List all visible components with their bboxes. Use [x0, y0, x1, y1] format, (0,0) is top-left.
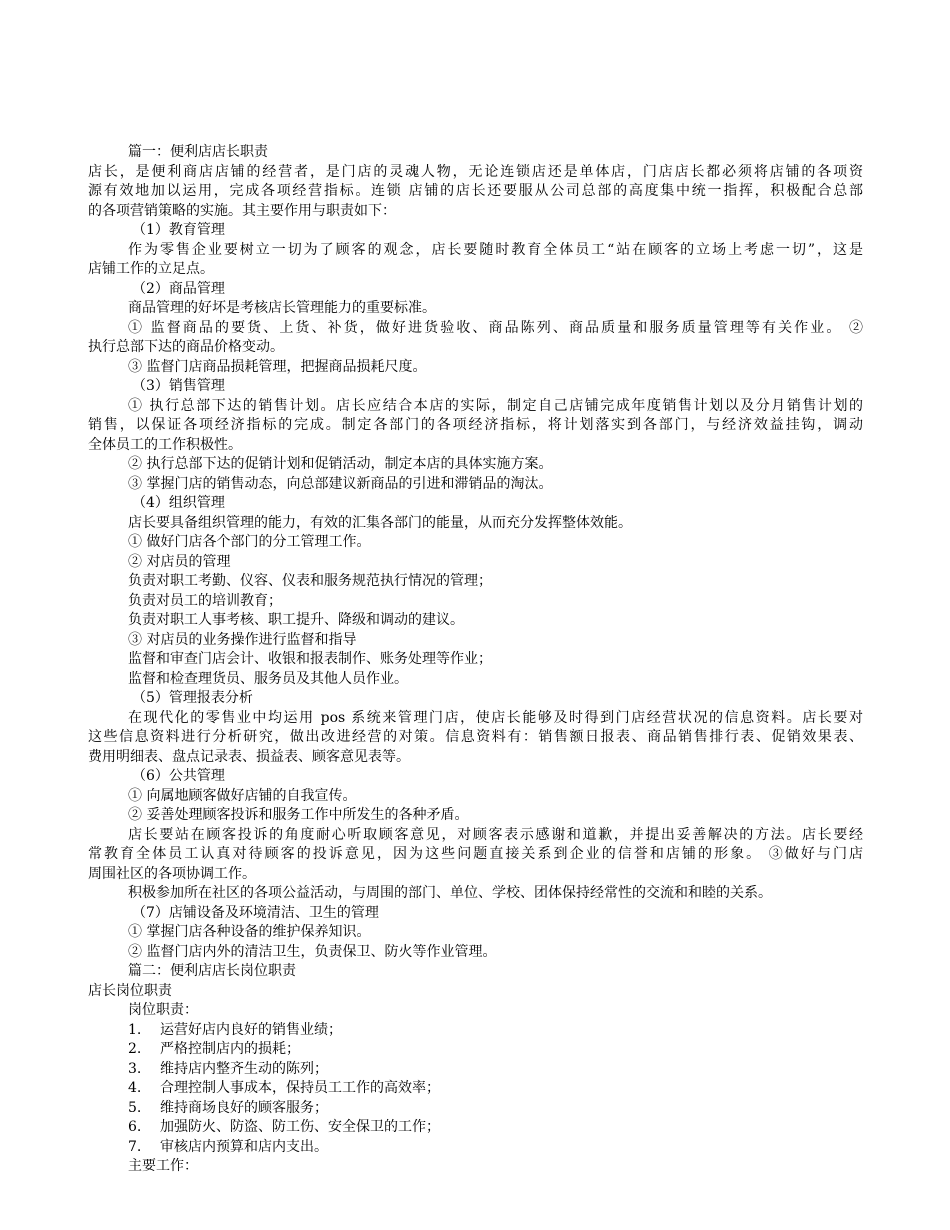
text-line: （4）组织管理: [132, 495, 225, 511]
text-line: ③ 掌握门店的销售动态，向总部建议新商品的引进和滞销品的淘汰。: [128, 475, 553, 492]
list-item-text: 运营好店内良好的销售业绩；: [160, 1021, 342, 1038]
text-line: 岗位职责：: [128, 1002, 198, 1018]
list-number: 5.: [128, 1099, 142, 1116]
text-line: ① 执行总部下达的销售计划。店长应结合本店的实际，制定自己店铺完成年度销售计划以及分月销售计划的: [128, 397, 863, 414]
text-line: （5）管理报表分析: [132, 690, 253, 706]
list-number: 6.: [128, 1119, 142, 1135]
list-number: 2.: [128, 1041, 142, 1057]
list-item-text: 合理控制人事成本，保持员工工作的高效率；: [160, 1080, 440, 1096]
text-line: 在现代化的零售业中均运用 pos 系统来管理门店，使店长能够及时得到门店经营状况的信息资料。店长要对: [128, 709, 863, 726]
text-line: 全体员工的工作积极性。: [88, 436, 242, 453]
list-number: 7.: [128, 1138, 142, 1155]
text-line: ③ 监督门店商品损耗管理，把握商品损耗尺度。: [128, 358, 427, 375]
list-number: 4.: [128, 1080, 142, 1096]
numbered-list-item: [88, 1118, 863, 1138]
text-line: 商品管理的好坏是考核店长管理能力的重要标准。: [128, 300, 436, 316]
list-item-text: 加强防火、防盗、防工伤、安全保卫的工作；: [160, 1119, 440, 1135]
list-item-text: 维持店内整齐生动的陈列；: [160, 1060, 328, 1077]
numbered-list-item: [88, 1138, 863, 1158]
text-line: 销售，以保证各项经济指标的完成。制定各部门的各项经济指标，将计划落实到各部门，与经济效益挂钩，调动: [88, 417, 863, 433]
list-item-text: 维持商场良好的顾客服务；: [160, 1099, 328, 1116]
text-line: 篇二：便利店店长岗位职责: [128, 963, 296, 979]
numbered-list-item: [88, 1040, 863, 1060]
text-line: 店长要具备组织管理的能力，有效的汇集各部门的能量，从而充分发挥整体效能。: [128, 514, 632, 531]
text-line: ② 执行总部下达的促销计划和促销活动，制定本店的具体实施方案。: [128, 456, 553, 472]
text-line: 店铺工作的立足点。: [88, 261, 214, 277]
text-line: ② 监督门店内外的清洁卫生，负责保卫、防火等作业管理。: [128, 943, 497, 960]
text-line: ② 妥善处理顾客投诉和服务工作中所发生的各种矛盾。: [128, 807, 469, 823]
text-line: 店长，是便利商店店铺的经营者，是门店的灵魂人物，无论连锁店还是单体店，门店店长都必须将店铺的各项资: [88, 163, 863, 180]
text-line: 店长岗位职责: [88, 982, 172, 999]
text-line: 作为零售企业要树立一切为了顾客的观念，店长要随时教育全体员工“站在顾客的立场上考虑一切”，这是: [128, 241, 863, 258]
text-line: 监督和审查门店会计、收银和报表制作、账务处理等作业；: [128, 651, 492, 667]
text-line: 源有效地加以运用，完成各项经营指标。连锁 店铺的店长还要服从公司总部的高度集中统一指挥，积极配合总部: [88, 183, 863, 199]
text-line: ① 掌握门店各种设备的维护保养知识。: [128, 924, 371, 940]
text-line: （1）教育管理: [132, 222, 225, 238]
numbered-list-item: [88, 1021, 863, 1041]
text-line: （3）销售管理: [132, 378, 225, 394]
text-line: （2）商品管理: [132, 280, 225, 297]
text-line: 费用明细表、盘点记录表、损益表、顾客意见表等。: [88, 748, 410, 765]
text-line: ③ 对店员的业务操作进行监督和指导: [128, 631, 357, 648]
text-line: 周围社区的各项协调工作。: [88, 865, 256, 882]
numbered-list-item: [88, 1099, 863, 1119]
text-line: 篇一：便利店店长职责: [128, 144, 268, 160]
text-line: （6）公共管理: [132, 768, 225, 784]
numbered-list-item: [88, 1079, 863, 1099]
text-line: ① 向属地顾客做好店铺的自我宣传。: [128, 787, 357, 804]
text-line: （7）店铺设备及环境清洁、卫生的管理: [132, 904, 379, 921]
text-line: ② 对店员的管理: [128, 553, 231, 570]
text-line: 监督和检查理货员、服务员及其他人员作业。: [128, 670, 408, 687]
text-line: ① 监督商品的要货、上货、补货，做好进货验收、商品陈列、商品质量和服务质量管理等有关作业。 ②: [128, 319, 863, 336]
text-line: 的各项营销策略的实施。其主要作用与职责如下：: [88, 202, 396, 219]
text-line: 负责对职工考勤、仪容、仪表和服务规范执行情况的管理；: [128, 573, 492, 589]
text-line: 这些信息资料进行分析研究，做出改进经营的对策。信息资料有：销售额日报表、商品销售排行表、促销效果表、: [88, 729, 863, 745]
list-number: 3.: [128, 1060, 142, 1077]
numbered-list-item: [88, 1060, 863, 1080]
text-line: 主要工作：: [128, 1158, 198, 1174]
text-line: 店长要站在顾客投诉的角度耐心听取顾客意见，对顾客表示感谢和道歉，并提出妥善解决的方法。店长要经: [128, 826, 863, 843]
text-line: 积极参加所在社区的各项公益活动，与周围的部门、单位、学校、团体保持经常性的交流和和睦的关系。: [128, 885, 772, 901]
text-line: ① 做好门店各个部门的分工管理工作。: [128, 534, 371, 550]
list-item-text: 审核店内预算和店内支出。: [160, 1138, 328, 1155]
text-line: 执行总部下达的商品价格变动。: [88, 339, 284, 355]
text-line: 负责对员工的培训教育；: [128, 592, 282, 609]
text-line: 负责对职工人事考核、职工提升、降级和调动的建议。: [128, 612, 464, 628]
text-line: 常教育全体员工认真对待顾客的投诉意见，因为这些问题直接关系到企业的信誉和店铺的形象。 ③做好与门店: [88, 846, 863, 862]
document-page: [88, 143, 863, 1177]
list-item-text: 严格控制店内的损耗；: [160, 1041, 300, 1057]
list-number: 1.: [128, 1021, 142, 1038]
